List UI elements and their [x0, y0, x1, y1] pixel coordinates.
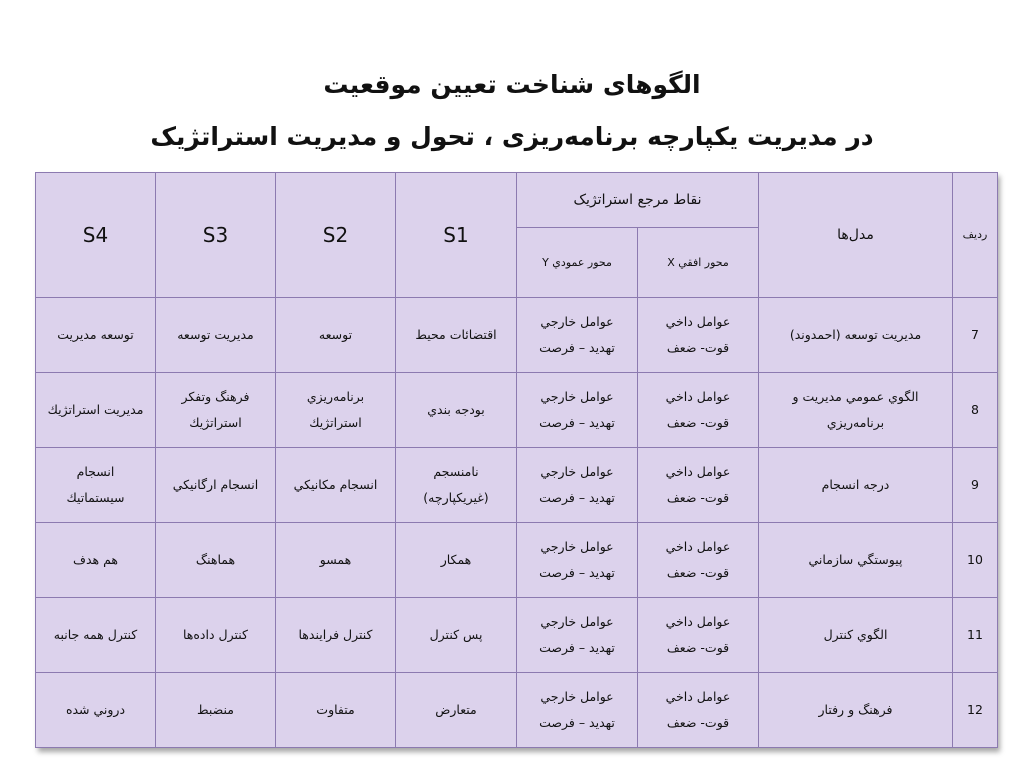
cell-text-line: عوامل داخي: [665, 464, 731, 479]
cell-text-line: قوت- ضعف: [666, 565, 730, 580]
cell-text-line: عوامل خارجي: [540, 389, 614, 404]
cell-text-line: توسعه: [318, 327, 353, 342]
x-axis-cell: [638, 673, 759, 748]
x-axis-cell: [638, 523, 759, 598]
patterns-table-container: [35, 172, 997, 748]
cell-text-line: مديريت توسعه (احمدوند): [789, 327, 922, 342]
cell-text-line: سيستماتيك: [66, 490, 125, 505]
header-s1: S1: [396, 173, 517, 298]
x-axis-cell: [638, 598, 759, 673]
cell-text-line: نامنسجم: [433, 464, 479, 479]
cell-text-line: تهديد – فرصت: [539, 640, 615, 655]
s1-cell: [396, 673, 517, 748]
cell-text-line: عوامل داخي: [665, 539, 731, 554]
table-row: [36, 373, 998, 448]
model-cell: [759, 598, 953, 673]
header-s4: S4: [36, 173, 156, 298]
model-cell: [759, 298, 953, 373]
cell-text-line: متفاوت: [316, 702, 355, 717]
cell-text-line: عوامل خارجي: [540, 614, 614, 629]
cell-text-line: الگوي عمومي مديريت و: [792, 389, 919, 404]
table-row: [36, 298, 998, 373]
cell-text-line: انسجام مكانيكي: [293, 477, 378, 492]
s1-cell: [396, 598, 517, 673]
cell-text-line: توسعه مديريت: [57, 327, 134, 342]
s1-cell: [396, 298, 517, 373]
cell-text-line: اقتضائات محيط: [415, 327, 497, 342]
s4-cell: [36, 448, 156, 523]
s4-cell: [36, 598, 156, 673]
cell-text-line: فرهنگ و رفتار: [818, 702, 893, 717]
row-number-cell: 9: [953, 448, 998, 523]
cell-text-line: عوامل خارجي: [540, 689, 614, 704]
cell-text-line: عوامل داخي: [665, 314, 731, 329]
cell-text-line: پيوستگي سازماني: [808, 552, 903, 567]
x-axis-cell: [638, 448, 759, 523]
cell-text-line: مديريت استراتژيك: [47, 402, 144, 417]
cell-text-line: همسو: [319, 552, 352, 567]
s3-cell: [156, 298, 276, 373]
cell-text-line: مديريت توسعه: [177, 327, 254, 342]
table-row: [36, 673, 998, 748]
cell-text-line: عوامل خارجي: [540, 464, 614, 479]
cell-text-line: كنترل فرايندها: [298, 627, 373, 642]
cell-text-line: برنامه‌ريزي: [306, 389, 365, 404]
s3-cell: [156, 373, 276, 448]
header-row-no: رديف: [953, 173, 998, 298]
row-number-cell: 10: [953, 523, 998, 598]
s2-cell: [276, 373, 396, 448]
cell-text-line: كنترل داده‌ها: [182, 627, 248, 642]
cell-text-line: كنترل همه جانبه: [53, 627, 138, 642]
y-axis-cell: [517, 448, 638, 523]
cell-text-line: (غيريكپارچه): [423, 490, 489, 505]
s1-cell: [396, 373, 517, 448]
cell-text-line: استراتژيك: [189, 415, 242, 430]
x-axis-cell: [638, 373, 759, 448]
cell-text-line: برنامه‌ريزي: [826, 415, 885, 430]
y-axis-cell: [517, 523, 638, 598]
model-cell: [759, 673, 953, 748]
cell-text-line: تهديد – فرصت: [539, 715, 615, 730]
cell-text-line: انسجام: [76, 464, 115, 479]
row-number-cell: 12: [953, 673, 998, 748]
cell-text-line: متعارض: [435, 702, 477, 717]
x-axis-cell: [638, 298, 759, 373]
cell-text-line: قوت- ضعف: [666, 715, 730, 730]
s4-cell: [36, 673, 156, 748]
cell-text-line: قوت- ضعف: [666, 490, 730, 505]
cell-text-line: انسجام ارگانيكي: [172, 477, 259, 492]
table-row: [36, 598, 998, 673]
s1-cell: [396, 448, 517, 523]
cell-text-line: عوامل خارجي: [540, 539, 614, 554]
row-number-cell: 11: [953, 598, 998, 673]
cell-text-line: پس كنترل: [429, 627, 483, 642]
cell-text-line: تهديد – فرصت: [539, 340, 615, 355]
s4-cell: [36, 373, 156, 448]
s2-cell: [276, 673, 396, 748]
cell-text-line: دروني شده: [65, 702, 126, 717]
s3-cell: [156, 523, 276, 598]
header-x-axis: محور افقي X: [638, 228, 759, 298]
cell-text-line: استراتژيك: [309, 415, 362, 430]
cell-text-line: الگوي كنترل: [823, 627, 888, 642]
cell-text-line: تهديد – فرصت: [539, 565, 615, 580]
s3-cell: [156, 673, 276, 748]
cell-text-line: همكار: [440, 552, 472, 567]
slide-title-line-1: الگوهای شناخت تعیین موقعیت: [323, 70, 701, 99]
cell-text-line: هماهنگ: [195, 552, 236, 567]
row-number-cell: 8: [953, 373, 998, 448]
cell-text-line: بودجه بندي: [427, 402, 485, 417]
patterns-table: [35, 172, 998, 748]
y-axis-cell: [517, 673, 638, 748]
cell-text-line: هم هدف: [73, 552, 118, 567]
header-s2: S2: [276, 173, 396, 298]
slide-title-line-2: در مدیریت یکپارچه برنامه‌ریزی ، تحول و مدیریت استراتژیک: [150, 122, 874, 151]
cell-text-line: عوامل داخي: [665, 614, 731, 629]
cell-text-line: عوامل داخي: [665, 389, 731, 404]
s4-cell: [36, 298, 156, 373]
s1-cell: [396, 523, 517, 598]
model-cell: [759, 373, 953, 448]
y-axis-cell: [517, 298, 638, 373]
cell-text-line: عوامل خارجي: [540, 314, 614, 329]
cell-text-line: قوت- ضعف: [666, 415, 730, 430]
s3-cell: [156, 448, 276, 523]
table-row: [36, 523, 998, 598]
cell-text-line: تهديد – فرصت: [539, 415, 615, 430]
s2-cell: [276, 298, 396, 373]
s3-cell: [156, 598, 276, 673]
cell-text-line: منضبط: [197, 702, 234, 717]
y-axis-cell: [517, 373, 638, 448]
cell-text-line: فرهنگ وتفكر: [181, 389, 250, 404]
y-axis-cell: [517, 598, 638, 673]
header-y-axis: محور عمودي Y: [517, 228, 638, 298]
s2-cell: [276, 523, 396, 598]
header-s3: S3: [156, 173, 276, 298]
cell-text-line: درجه انسجام: [821, 477, 890, 492]
cell-text-line: قوت- ضعف: [666, 640, 730, 655]
cell-text-line: عوامل داخي: [665, 689, 731, 704]
table-row: [36, 448, 998, 523]
model-cell: [759, 523, 953, 598]
s4-cell: [36, 523, 156, 598]
s2-cell: [276, 598, 396, 673]
cell-text-line: تهديد – فرصت: [539, 490, 615, 505]
row-number-cell: 7: [953, 298, 998, 373]
model-cell: [759, 448, 953, 523]
header-models: مدل‌ها: [759, 173, 953, 298]
header-strategic-reference-points: نقاط مرجع استراتژیک: [517, 173, 759, 228]
cell-text-line: قوت- ضعف: [666, 340, 730, 355]
s2-cell: [276, 448, 396, 523]
